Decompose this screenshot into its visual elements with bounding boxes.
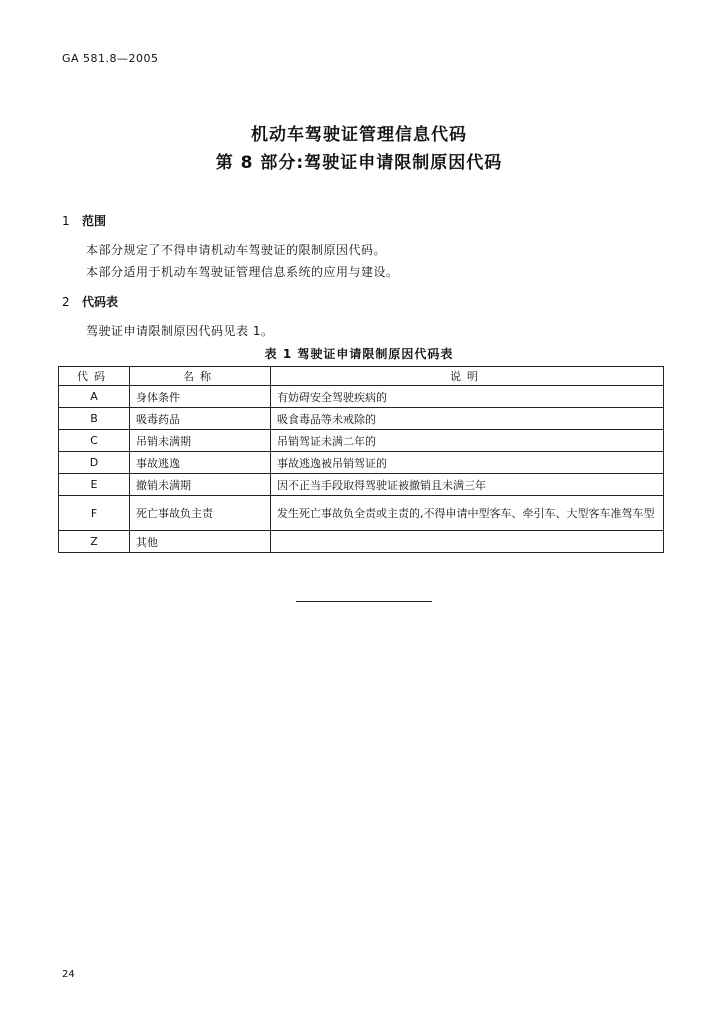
row-description: 事故逃逸被吊销驾证的 [271,452,664,474]
table-row [59,474,664,496]
row-code: A [59,386,130,408]
row-name: 身体条件 [130,386,271,408]
table-row [59,430,664,452]
row-description: 因不正当手段取得驾驶证被撤销且未满三年 [271,474,664,496]
section-1-number: 1 [62,214,70,228]
section-1-title: 范围 [82,214,107,228]
row-code: Z [59,531,130,553]
header-code: 代码 [59,367,130,386]
document-title: 机动车驾驶证管理信息代码 [251,125,467,145]
row-description [271,531,664,553]
row-name: 死亡事故负主责 [130,496,271,531]
row-code: C [59,430,130,452]
section-2-title: 代码表 [82,295,119,309]
document-subtitle: 第 8 部分:驾驶证申请限制原因代码 [215,153,503,173]
table-row [59,531,664,553]
row-code: F [59,496,130,531]
section-1-paragraph-2: 本部分适用于机动车驾驶证管理信息系统的应用与建设。 [86,265,399,279]
code-table [58,366,664,553]
table-title: 表 1 驾驶证申请限制原因代码表 [264,347,454,361]
section-1-heading [62,212,106,229]
row-description: 有妨碍安全驾驶疾病的 [271,386,664,408]
table-row [59,496,664,531]
row-description: 发生死亡事故负全责或主责的,不得申请中型客车、牵引车、大型客车准驾车型 [271,496,664,531]
row-name: 吸毒药品 [130,408,271,430]
standard-code: GA 581.8—2005 [62,52,159,65]
row-code: B [59,408,130,430]
table-header-row [59,367,664,386]
row-name: 吊销未满期 [130,430,271,452]
page-number: 24 [62,969,75,980]
row-description: 吸食毒品等未戒除的 [271,408,664,430]
header-name: 名称 [130,367,271,386]
row-name: 事故逃逸 [130,452,271,474]
section-2-number: 2 [62,295,70,309]
section-1-paragraph-1: 本部分规定了不得申请机动车驾驶证的限制原因代码。 [86,243,387,257]
table-row [59,408,664,430]
table-row [59,452,664,474]
row-name: 撤销未满期 [130,474,271,496]
section-2-intro: 驾驶证申请限制原因代码见表 1。 [86,324,274,338]
end-rule [296,601,432,602]
row-name: 其他 [130,531,271,553]
section-2-heading [62,293,118,310]
row-code: E [59,474,130,496]
row-description: 吊销驾证未满二年的 [271,430,664,452]
row-code: D [59,452,130,474]
header-description: 说明 [271,367,664,386]
table-row [59,386,664,408]
